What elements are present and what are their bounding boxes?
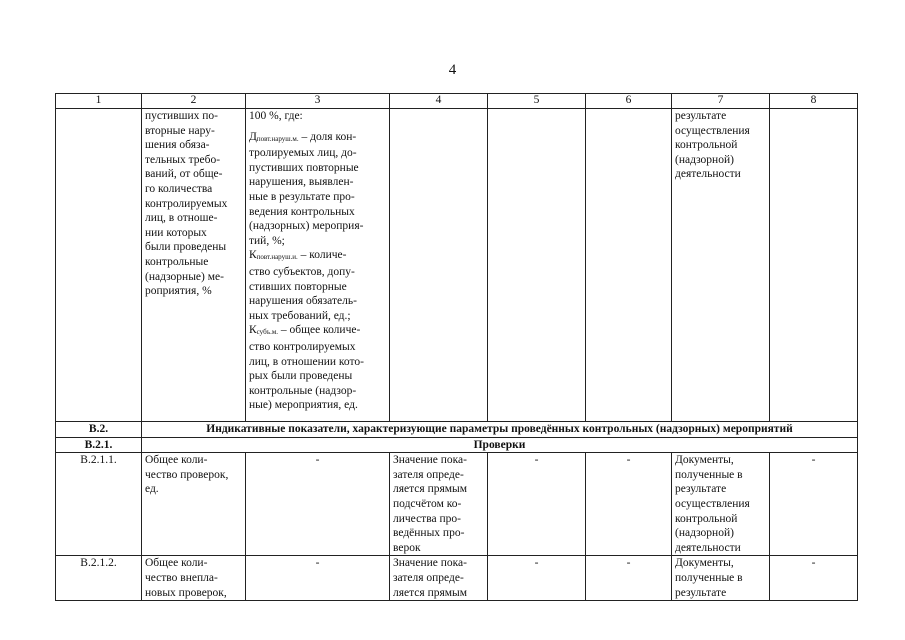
column-5-cell: - xyxy=(488,556,586,601)
indicator-row-b212 xyxy=(56,556,858,601)
section-title: Проверки xyxy=(142,437,858,453)
indicator-name-cell: пустивших по- вторные нару- шения обяза- тельных требо- ваний, от обще- го количества контролируемых лиц, в отноше- нии которых были проведены контрольные (надзорные) ме- роприятия, % xyxy=(142,109,246,422)
column-number: 1 xyxy=(56,94,142,109)
variable-k1-definition: Кповт.наруш.и. – количе- xyxy=(249,249,347,262)
formula-description-cell: 100 %, где: Дповт.наруш.м. – доля кон- тролируемых лиц, до- пустивших повторные нарушения, выявлен- ные в результате про- ведения контрольных (надзорных) мероприя- тий, %; Кповт.наруш.и. – количе- ство субъектов, допу- стивших повторные нарушения обязатель- ных требований, ед.; Ксубъ.м. – общее количе- ство контролируемых лиц, в отношении кото- рых были проведены контрольные (надзор- ные) мероприятия, ед. xyxy=(246,109,390,422)
formula-cell: - xyxy=(246,453,390,556)
data-source-cell: Документы, полученные в результате xyxy=(672,556,770,601)
continued-indicator-row xyxy=(56,109,858,422)
column-5-cell: - xyxy=(488,453,586,556)
column-number: 5 xyxy=(488,94,586,109)
calculation-method-cell: Значение пока- зателя опреде- ляется прямым xyxy=(390,556,488,601)
indicator-code-cell: В.2.1.1. xyxy=(56,453,142,556)
section-title: Индикативные показатели, характеризующие параметры проведённых контрольных (надзорных) мероприятий xyxy=(142,422,858,438)
calculation-method-cell: Значение пока- зателя опреде- ляется прямым подсчётом ко- личества про- ведённых про- верок xyxy=(390,453,488,556)
page-number: 4 xyxy=(448,62,457,78)
indicator-code-cell xyxy=(56,109,142,422)
column-number: 6 xyxy=(586,94,672,109)
indicator-name-cell: Общее коли- чество внепла- новых проверок, xyxy=(142,556,246,601)
empty-cell xyxy=(770,109,858,422)
section-code: В.2. xyxy=(56,422,142,438)
data-source-cell: Документы, полученные в результате осуществления контрольной (надзорной) деятельности xyxy=(672,453,770,556)
column-number: 8 xyxy=(770,94,858,109)
data-source-cell: результате осуществления контрольной (надзорной) деятельности xyxy=(672,109,770,422)
column-number: 4 xyxy=(390,94,488,109)
indicator-row-b211 xyxy=(56,453,858,556)
column-number-row xyxy=(56,94,858,109)
column-8-cell: - xyxy=(770,556,858,601)
column-number: 2 xyxy=(142,94,246,109)
indicator-name-cell: Общее коли- чество проверок, ед. xyxy=(142,453,246,556)
formula-tail: 100 %, где: xyxy=(249,110,303,122)
empty-cell xyxy=(586,109,672,422)
column-number: 3 xyxy=(246,94,390,109)
calculation-method-cell xyxy=(390,109,488,422)
section-code: В.2.1. xyxy=(56,437,142,453)
indicator-code-cell: В.2.1.2. xyxy=(56,556,142,601)
column-8-cell: - xyxy=(770,453,858,556)
indicators-table xyxy=(55,93,858,601)
variable-d-definition: Дповт.наруш.м. – доля кон- xyxy=(249,130,357,143)
variable-k2-definition: Ксубъ.м. – общее количе- xyxy=(249,324,361,337)
formula-cell: - xyxy=(246,556,390,601)
section-b21-row xyxy=(56,437,858,453)
empty-cell xyxy=(488,109,586,422)
section-b2-row xyxy=(56,422,858,438)
column-number: 7 xyxy=(672,94,770,109)
column-6-cell: - xyxy=(586,556,672,601)
column-6-cell: - xyxy=(586,453,672,556)
